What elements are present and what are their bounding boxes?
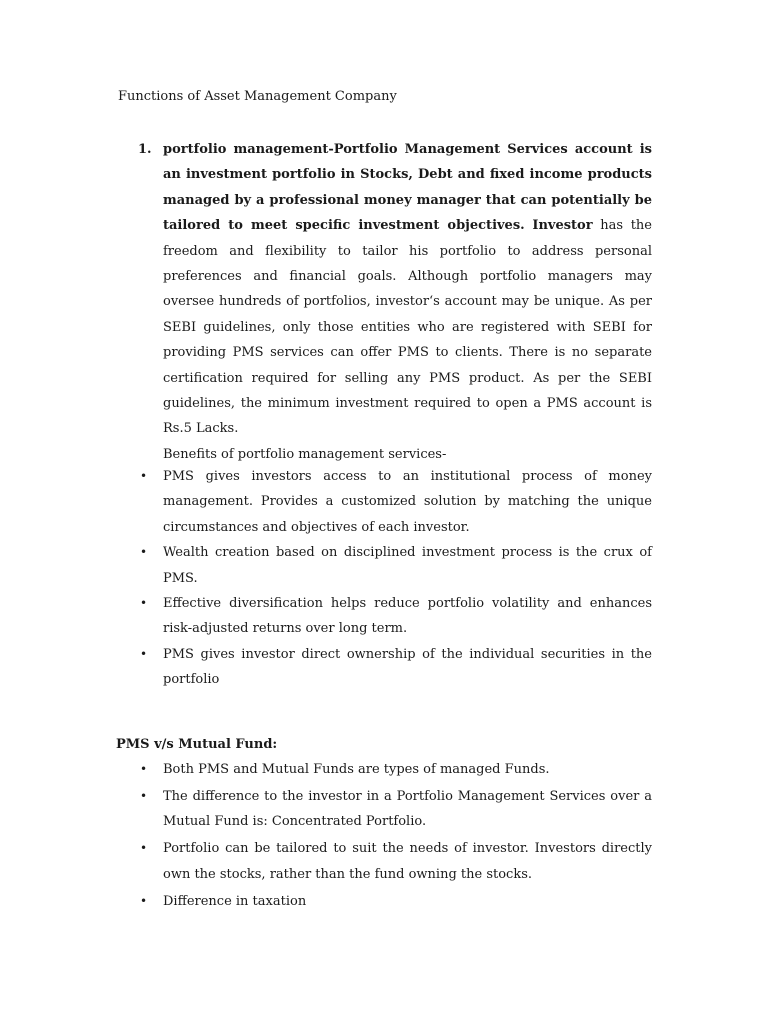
item-bold-word: Investor bbox=[532, 218, 593, 234]
list-item-text: PMS gives investor direct ownership of the individual securities in the portfolio bbox=[163, 646, 652, 688]
list-item bbox=[138, 889, 652, 914]
item-normal-text: has the freedom and flexibility to tailor his portfolio to address personal preferences and financial goals. Although portfolio managers may oversee hundreds of portfolios, investor‘s account may be unique. As per SEBI guidelines, only those entities who are registered with SEBI for providing PMS services can offer PMS to clients. There is no separate certification required for selling any PMS product. As per the SEBI guidelines, the minimum investment required to open a PMS account is Rs.5 Lacks. bbox=[163, 218, 652, 437]
list-item-text: Portfolio can be tailored to suit the needs of investor. Investors directly own the stocks, rather than the fund owning the stocks. bbox=[163, 841, 652, 882]
item-body bbox=[163, 137, 652, 442]
list-item-text: Both PMS and Mutual Funds are types of managed Funds. bbox=[163, 762, 550, 777]
list-item bbox=[138, 836, 652, 887]
item-bold-lead: portfolio management bbox=[163, 142, 329, 157]
item-bold-definition: -Portfolio Management Services account is an investment portfolio in Stocks, Debt and fixed income products managed by a professional money manager that can potentially be tailored to meet specific investment objectives. bbox=[163, 142, 652, 234]
list-item bbox=[138, 784, 652, 835]
bullet-icon: • bbox=[140, 646, 148, 661]
list-item-text: PMS gives investors access to an institutional process of money management. Provides a customized solution by matching the unique circumstances and objectives of each investor. bbox=[163, 469, 652, 535]
list-item bbox=[138, 591, 652, 642]
list-item bbox=[138, 642, 652, 693]
list-item bbox=[138, 540, 652, 591]
list-item bbox=[138, 757, 652, 782]
list-item-text: Effective diversification helps reduce portfolio volatility and enhances risk-adjusted returns over long term. bbox=[163, 596, 652, 637]
numbered-item-portfolio-management bbox=[138, 137, 652, 467]
bullet-icon: • bbox=[140, 762, 148, 776]
bullet-icon: • bbox=[140, 893, 148, 908]
item-number: 1. bbox=[138, 142, 152, 157]
document-title: Functions of Asset Management Company bbox=[118, 89, 397, 104]
bullet-icon: • bbox=[140, 545, 148, 560]
section-heading-pms-vs-mutual-fund: PMS v/s Mutual Fund: bbox=[116, 737, 278, 752]
benefits-list bbox=[138, 464, 652, 693]
bullet-icon: • bbox=[140, 841, 148, 856]
bullet-icon: • bbox=[140, 788, 148, 803]
list-item bbox=[138, 464, 652, 540]
list-item-text: Difference in taxation bbox=[163, 893, 307, 909]
list-item-text: The difference to the investor in a Portfolio Management Services over a Mutual Fund is: Concentrated Portfolio. bbox=[163, 788, 652, 830]
bullet-icon: • bbox=[140, 469, 148, 483]
comparison-list bbox=[138, 757, 652, 915]
benefits-subheading: Benefits of portfolio management services- bbox=[163, 446, 447, 462]
list-item-text: Wealth creation based on disciplined investment process is the crux of PMS. bbox=[163, 545, 652, 586]
bullet-icon: • bbox=[140, 596, 148, 611]
